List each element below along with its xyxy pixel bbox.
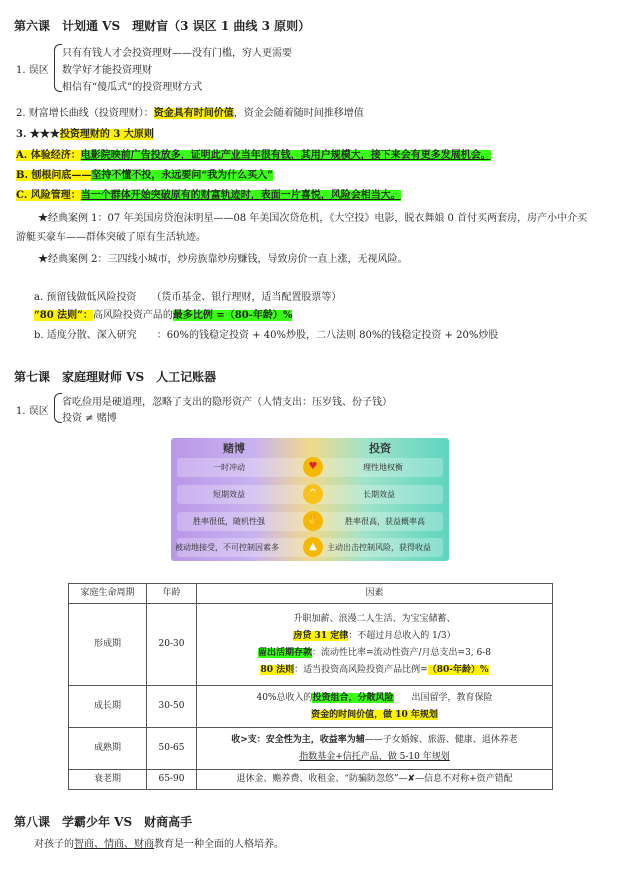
age-cell: 30-50 xyxy=(147,686,197,728)
arrow-up-icon: ^ xyxy=(303,484,323,504)
gamble-vs-invest-graphic xyxy=(171,438,449,561)
family-life-cycle-table xyxy=(68,583,553,790)
lesson6-title: 第六课 计划通 VS 理财盲（3 误区 1 曲线 3 原则） xyxy=(14,19,311,33)
stage-cell: 衰老期 xyxy=(69,770,147,790)
factor-line: 留出活期存款：流动性比率=流动性资产/月总支出=3, 6-8 xyxy=(257,647,492,658)
factor-line: 资金的时间价值，做 10 年规划 xyxy=(311,709,438,720)
stage-cell: 成熟期 xyxy=(69,728,147,770)
table-row xyxy=(69,728,553,770)
stage-cell: 形成期 xyxy=(69,604,147,686)
principle-a: A. 体验经济：电影院映前广告投放多，证明此产业当年很有钱，其用户规模大，接下来会有更多发展机会。 xyxy=(16,150,491,161)
misc-item: 相信有“傻瓜式”的投资理财方式 xyxy=(62,82,203,93)
factor-line: 指数基金+信托产品，做 5-10 年规划 xyxy=(299,751,450,762)
invest-header: 投资 xyxy=(369,442,391,455)
table-header: 因素 xyxy=(197,584,553,604)
lesson6-misc-label: 1. 误区 xyxy=(16,65,49,76)
misc-item: 数学好才能投资理财 xyxy=(62,65,152,76)
item-b: b. 适度分散、深入研究 ：60%的钱稳定投资 + 40%炒股，二八法则 80%的钱稳定投资 + 20%炒股 xyxy=(34,330,499,341)
lesson7-title: 第七课 家庭理财师 VS 人工记账器 xyxy=(14,370,217,384)
compare-row: 被动地接受，不可控制因素多 ▲ 主动出击控制风险，获得收益 xyxy=(177,538,443,557)
factor-line: 80 法则：适当投资高风险投资产品比例=（80-年龄）% xyxy=(260,664,489,675)
compare-row: 胜率很低，随机性强 ✋ 胜率很高，获益概率高 xyxy=(177,512,443,531)
principles-heading: 3. ★★★投资理财的 3 大原则 xyxy=(16,129,154,140)
age-cell: 50-65 xyxy=(147,728,197,770)
factor-line: 升职加薪、浪漫二人生活、为宝宝储蓄、 xyxy=(293,613,456,624)
factors-cell xyxy=(197,604,553,686)
curve-highlight: 资金具有时间价值 xyxy=(153,108,234,119)
case1-line2: 游艇买豪车——群体突破了原有生活轨迹。 xyxy=(16,232,206,243)
principle-b: B. 刨根问底——坚持不懂不投，永远要问“我为什么买入” xyxy=(16,170,273,181)
table-header: 年龄 xyxy=(147,584,197,604)
rocket-icon: ▲ xyxy=(303,537,323,557)
factors-cell xyxy=(197,770,553,790)
table-row xyxy=(69,604,553,686)
rule-80: “80 法则”：高风险投资产品的最多比例 =（80-年龄）% xyxy=(34,310,293,321)
factor-line: 40%总收入的投资组合，分散风险 出国留学，教育保险 xyxy=(256,692,493,703)
hands-icon: ✋ xyxy=(303,511,323,531)
lesson7-misc-label: 1. 误区 xyxy=(16,406,49,417)
brace xyxy=(54,44,62,92)
age-cell: 65-90 xyxy=(147,770,197,790)
factors-cell xyxy=(197,728,553,770)
lesson8-title: 第八课 学霸少年 VS 财商高手 xyxy=(14,815,193,829)
table-row xyxy=(69,686,553,728)
gamble-header: 赌博 xyxy=(223,442,245,455)
wealth-curve-line: 2. 财富增长曲线（投资理财）：资金具有时间价值，资金会随着随时间推移增值 xyxy=(16,108,364,119)
age-cell: 20-30 xyxy=(147,604,197,686)
factor-line: 房贷 31 定律：不超过月总收入的 1/3） xyxy=(293,630,456,641)
heart-icon: ♥ xyxy=(303,457,323,477)
misc-item: 只有有钱人才会投资理财——没有门槛，穷人更需要 xyxy=(62,48,292,59)
item-a: a. 预留钱做低风险投资 （货币基金、银行理财，适当配置股票等） xyxy=(34,292,342,303)
brace xyxy=(54,393,62,423)
stage-cell: 成长期 xyxy=(69,686,147,728)
table-row xyxy=(69,770,553,790)
compare-row: 短期效益 ^ 长期效益 xyxy=(177,485,443,504)
case1-line1: ★经典案例 1：07 年美国房贷泡沫明星——08 年美国次贷危机，《大空投》电影，脱衣舞娘 0 首付买两套房，房产小中介买 xyxy=(38,213,588,224)
table-header: 家庭生命周期 xyxy=(69,584,147,604)
lesson8-text: 对孩子的智商、情商、财商教育是一种全面的人格培养。 xyxy=(34,839,284,850)
case2: ★经典案例 2：三四线小城市，炒房族靠炒房赚钱，导致房价一直上涨，无视风险。 xyxy=(38,254,408,265)
principle-c: C. 风险管理：当一个群体开始突破原有的财富轨迹时，表面一片喜悦，风险会相当大。 xyxy=(16,190,401,201)
factor-line: 退休金、赡养费、收租金、“防骗防忽悠”—✘—信息不对称+资产错配 xyxy=(236,774,513,784)
misc-item: 投资 ≠ 赌博 xyxy=(62,413,117,424)
compare-row: 一时冲动 ♥ 理性地权衡 xyxy=(177,458,443,477)
factors-cell xyxy=(197,686,553,728)
factor-line: 收>支：安全性为主，收益率为辅——子女婚嫁、旅游、健康、退休养老 xyxy=(231,734,518,745)
misc-item: 省吃俭用是硬道理，忽略了支出的隐形资产（人情支出：压岁钱、份子钱） xyxy=(62,397,392,408)
